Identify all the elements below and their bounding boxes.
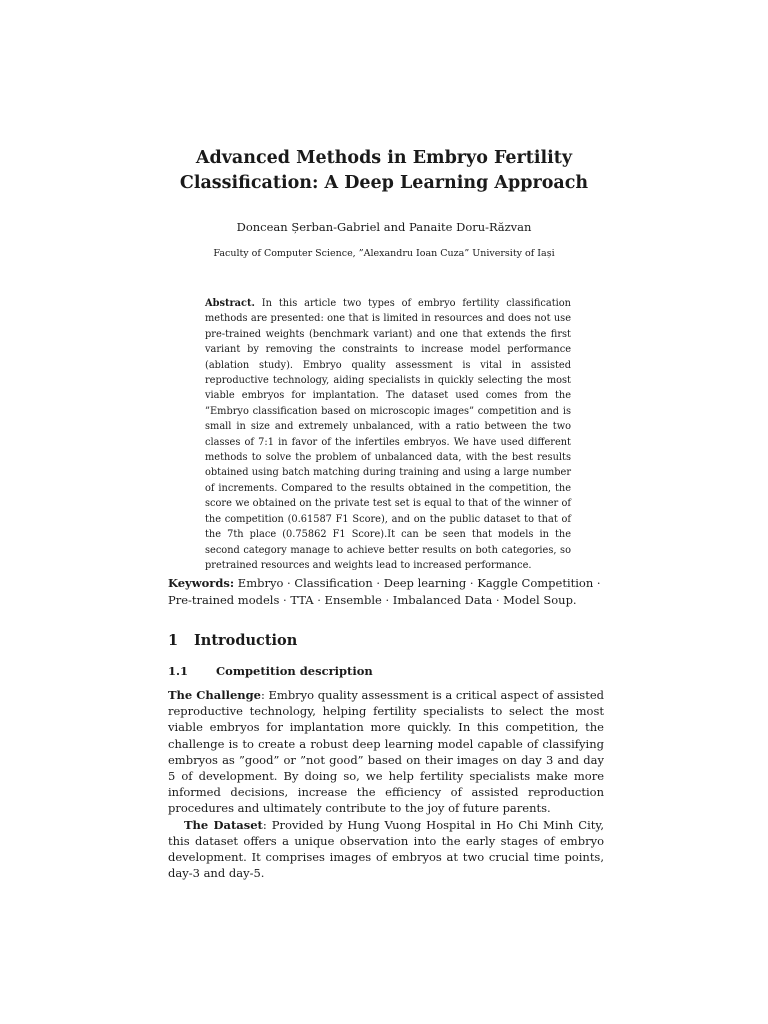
subsection-heading — [168, 664, 373, 678]
keywords — [168, 575, 604, 609]
abstract — [205, 296, 571, 573]
challenge-text: : Embryo quality assessment is a critical aspect of assisted reproductive technology, helping fertility specialists to select the most viable embryos for implantation more quickly. In this competition, the challenge is to create a robust deep learning model capable of classifying embryos as ”good” or ”not good” based on their images on day 3 and day 5 of development. By doing so, we help fertility specialists make more informed decisions, increase the efficiency of assisted reproduction procedures and ultimately contribute to the joy of future parents. — [168, 688, 604, 816]
abstract-text: In this article two types of embryo fertility classification methods are presented: one that is limited in resources and does not use pre-trained weights (benchmark variant) and one that extends the first variant by removing the constraints to increase model performance (ablation study). Embryo quality assessment is vital in assisted reproductive technology, aiding specialists in quickly selecting the most viable embryos for implantation. The dataset used comes from the ”Embryo classification based on microscopic images” competition and is small in size and extremely unbalanced, with a ratio between the two classes of 7:1 in favor of the infertiles embryos. We have used different methods to solve the problem of unbalanced data, with the best results obtained using batch matching during training and using a large number of increments. Compared to the results obtained in the competition, the score we obtained on the private test set is equal to that of the winner of the competition (0.61587 F1 Score), and on the public dataset to that of the 7th place (0.75862 F1 Score).It can be seen that models in the second category manage to achieve better results on both categories, so pretrained resources and weights lead to increased performance. — [205, 298, 571, 571]
title-line-2: Classification: A Deep Learning Approach — [179, 173, 589, 193]
subsection-title: Competition description — [216, 664, 373, 678]
keywords-label: Keywords: — [168, 576, 235, 590]
keywords-text: Embryo · Classification · Deep learning · Kaggle Competition · Pre-trained models · TTA · Ensemble · Imbalanced Data · Model Soup. — [168, 576, 601, 607]
subsection-number: 1.1 — [168, 664, 189, 678]
paragraph-dataset — [168, 817, 604, 882]
dataset-text: : Provided by Hung Vuong Hospital in Ho Chi Minh City, this dataset offers a unique observation into the early stages of embryo development. It comprises images of embryos at two crucial time points, day-3 and day-5. — [168, 817, 605, 881]
affiliation: Faculty of Computer Science, ”Alexandru Ioan Cuza” University of Iași — [213, 248, 555, 259]
section-title: Introduction — [194, 632, 298, 649]
section-heading — [168, 632, 297, 649]
paragraph-challenge — [168, 687, 604, 817]
dataset-label: The Dataset — [184, 817, 263, 832]
body-text — [168, 687, 604, 881]
abstract-label: Abstract. — [205, 298, 255, 309]
paper-title — [0, 146, 768, 196]
section-number: 1 — [168, 632, 179, 649]
challenge-label: The Challenge — [168, 688, 261, 702]
title-line-1: Advanced Methods in Embryo Fertility — [195, 148, 573, 168]
authors: Doncean Șerban-Gabriel and Panaite Doru-Răzvan — [236, 220, 532, 234]
